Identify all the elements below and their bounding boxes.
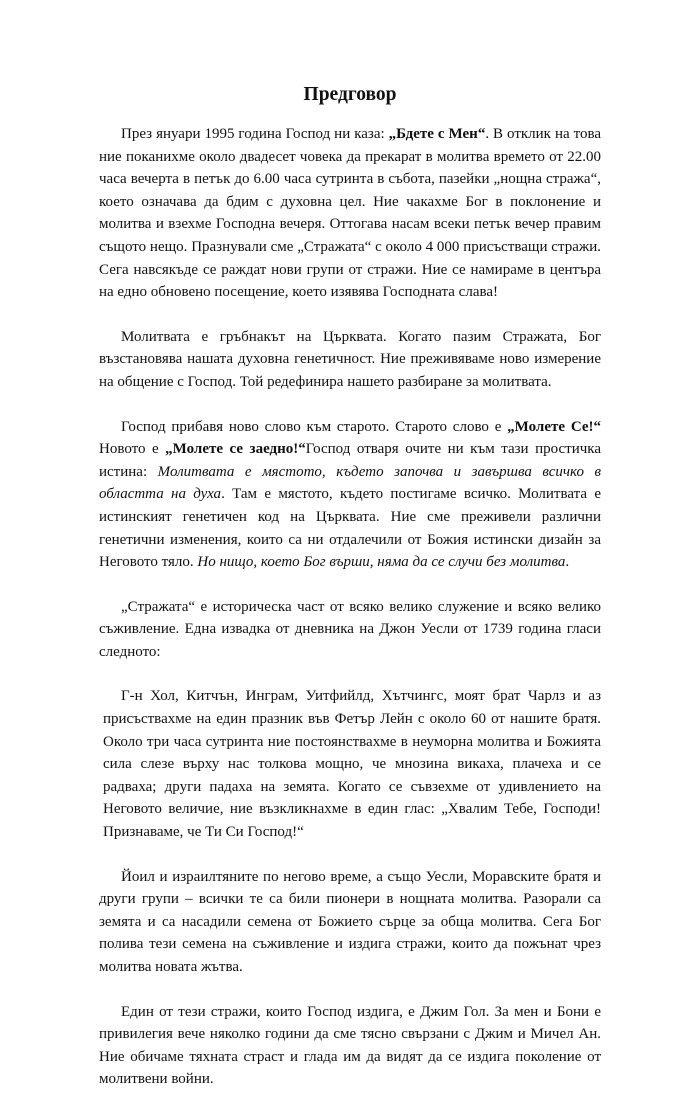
paragraph-3-text-c: Новото е bbox=[99, 441, 166, 458]
document-body bbox=[99, 123, 601, 1113]
page-title: Предговор bbox=[303, 84, 397, 105]
paragraph-1 bbox=[99, 123, 601, 304]
block-quote: Г-н Хол, Китчън, Инграм, Уитфийлд, Хътчингс, моят брат Чарлз и аз присъствахме на един празник във Фетър Лейн с около 60 от нашите братя. Около три часа сутринта ние постоянствахме в неуморна молитва и Божията сила слезе върху нас толкова мощно, че мнозина викаха, плачеха и се радваха; други падаха на земята. Когато се съвзехме от удивлението на Неговото величие, ние възкликнахме в един глас: „Хвалим Тебе, Господи! Признаваме, че Ти Си Господ!“ bbox=[103, 688, 601, 841]
paragraph-3-bold-old-word: „Молете Се!“ bbox=[507, 418, 601, 435]
paragraph-6: Един от тези стражи, които Господ издига, е Джим Гол. За мен и Бони е привилегия вече няколко години да сме тясно свързани с Джим и Мичел Ан. Ние обичаме тяхната страст и глада им да видят да се издига поколение от молитвени войни. bbox=[99, 1003, 601, 1088]
paragraph-3-italic-truth: Молитвата е мястото, където започва и завършва всичко в областта на духа bbox=[99, 463, 601, 503]
paragraph-3-text-g: . Там е мястото, където постигаме всичко. Молитвата е истинският генетичен код на Църквата. Ние сме преживели различни генетични изменения, които са ни отдалечили от Божия истински дизайн за Неговото тяло. bbox=[99, 486, 601, 571]
paragraph-3-text-a: Господ прибавя ново слово към старото. Старото слово е bbox=[121, 418, 508, 435]
paragraph-3-text-i: . bbox=[565, 554, 570, 571]
paragraph-5: Йоил и израилтяните по негово време, а също Уесли, Моравските братя и други групи – всички те са били пионери в нощната молитва. Разорали са земята и са насадили семена от Божието сърце за обща молитва. Сега Бог полива тези семена на съживление и издига стражи, които да пожънат чрез молитва новата жътва. bbox=[99, 868, 601, 975]
paragraph-2: Молитвата е гръбнакът на Църквата. Когато пазим Стражата, Бог възстановява нашата духовна генетичност. Ние преживяваме ново измерение на общение с Господ. Той редефинира нашето разбиране за молитвата. bbox=[99, 328, 601, 390]
paragraph-1-bold-quote: „Бдете с Мен“ bbox=[388, 126, 486, 142]
paragraph-3-italic-closing: Но нищо, което Бог върши, няма да се случи без молитва bbox=[197, 554, 566, 571]
paragraph-1-text-a: През януари 1995 година Господ ни каза: bbox=[121, 126, 389, 142]
paragraph-3-bold-new-word: „Молете се заедно!“ bbox=[165, 441, 306, 458]
paragraph-1-text-c: . В отклик на това ние поканихме около двадесет човека да прекарат в молитва времето от 22.00 часа вечерта в петък до 6.00 часа сутринта в събота, пазейки „нощна стража“, което означава да бдим с духовна цел. Ние чакахме Бог в поклонение и молитва и взехме Господна вечеря. Оттогава насам всеки петък вечер правим същото нещо. Празнували сме „Стражата“ с около 4 000 присъстващи стражи. Сега навсякъде се раждат нови групи от стражи. Ние се намираме в центъра на едно обновено посещение, което изявява Господната слава! bbox=[99, 126, 601, 301]
paragraph-4: „Стражата“ е историческа част от всяко велико служение и всяко велико съживление. Една извадка от дневника на Джон Уесли от 1739 година гласи следното: bbox=[99, 598, 601, 660]
paragraph-3 bbox=[99, 416, 601, 574]
paragraph-3-text-e: Господ отваря очите ни към тази простичка истина: bbox=[99, 441, 601, 480]
